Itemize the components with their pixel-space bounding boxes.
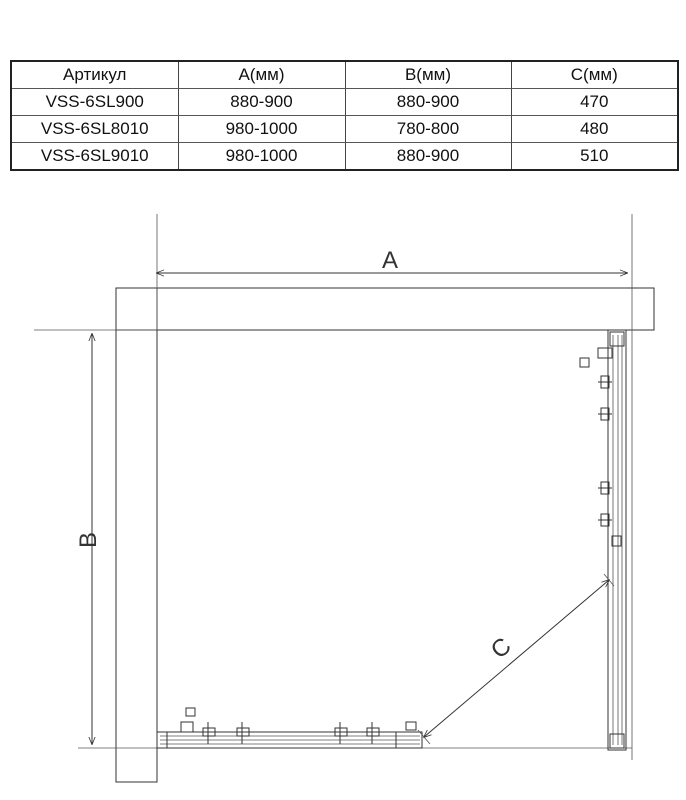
bottom-panel-fittings bbox=[181, 708, 416, 744]
cell-a: 980-1000 bbox=[178, 143, 345, 171]
cell-b: 780-800 bbox=[345, 116, 511, 143]
header-a: A(мм) bbox=[178, 61, 345, 89]
dimension-line-c bbox=[424, 580, 609, 737]
left-wall bbox=[116, 288, 157, 782]
table-header-row bbox=[11, 61, 678, 89]
table-row bbox=[11, 89, 678, 116]
extension-line-c-bottom bbox=[418, 730, 430, 744]
table-row bbox=[11, 143, 678, 171]
top-wall bbox=[116, 288, 654, 330]
shower-enclosure-drawing bbox=[0, 200, 686, 800]
right-glass-panel bbox=[608, 330, 626, 750]
cell-article: VSS-6SL900 bbox=[11, 89, 178, 116]
cell-a: 980-1000 bbox=[178, 116, 345, 143]
cell-a: 880-900 bbox=[178, 89, 345, 116]
cell-c: 480 bbox=[511, 116, 678, 143]
table-row bbox=[11, 116, 678, 143]
cell-c: 510 bbox=[511, 143, 678, 171]
header-b: B(мм) bbox=[345, 61, 511, 89]
cell-c: 470 bbox=[511, 89, 678, 116]
dimension-label-c: C bbox=[485, 632, 517, 665]
cell-b: 880-900 bbox=[345, 89, 511, 116]
dimension-label-a: A bbox=[381, 247, 399, 274]
extension-line-c-top bbox=[604, 574, 614, 586]
header-c: C(мм) bbox=[511, 61, 678, 89]
dimension-label-b: B bbox=[75, 531, 102, 549]
cell-article: VSS-6SL9010 bbox=[11, 143, 178, 171]
bottom-glass-panel bbox=[157, 732, 422, 748]
right-panel-fittings bbox=[580, 348, 621, 546]
header-article: Артикул bbox=[11, 61, 178, 89]
cell-b: 880-900 bbox=[345, 143, 511, 171]
spec-table bbox=[10, 60, 679, 171]
cell-article: VSS-6SL8010 bbox=[11, 116, 178, 143]
